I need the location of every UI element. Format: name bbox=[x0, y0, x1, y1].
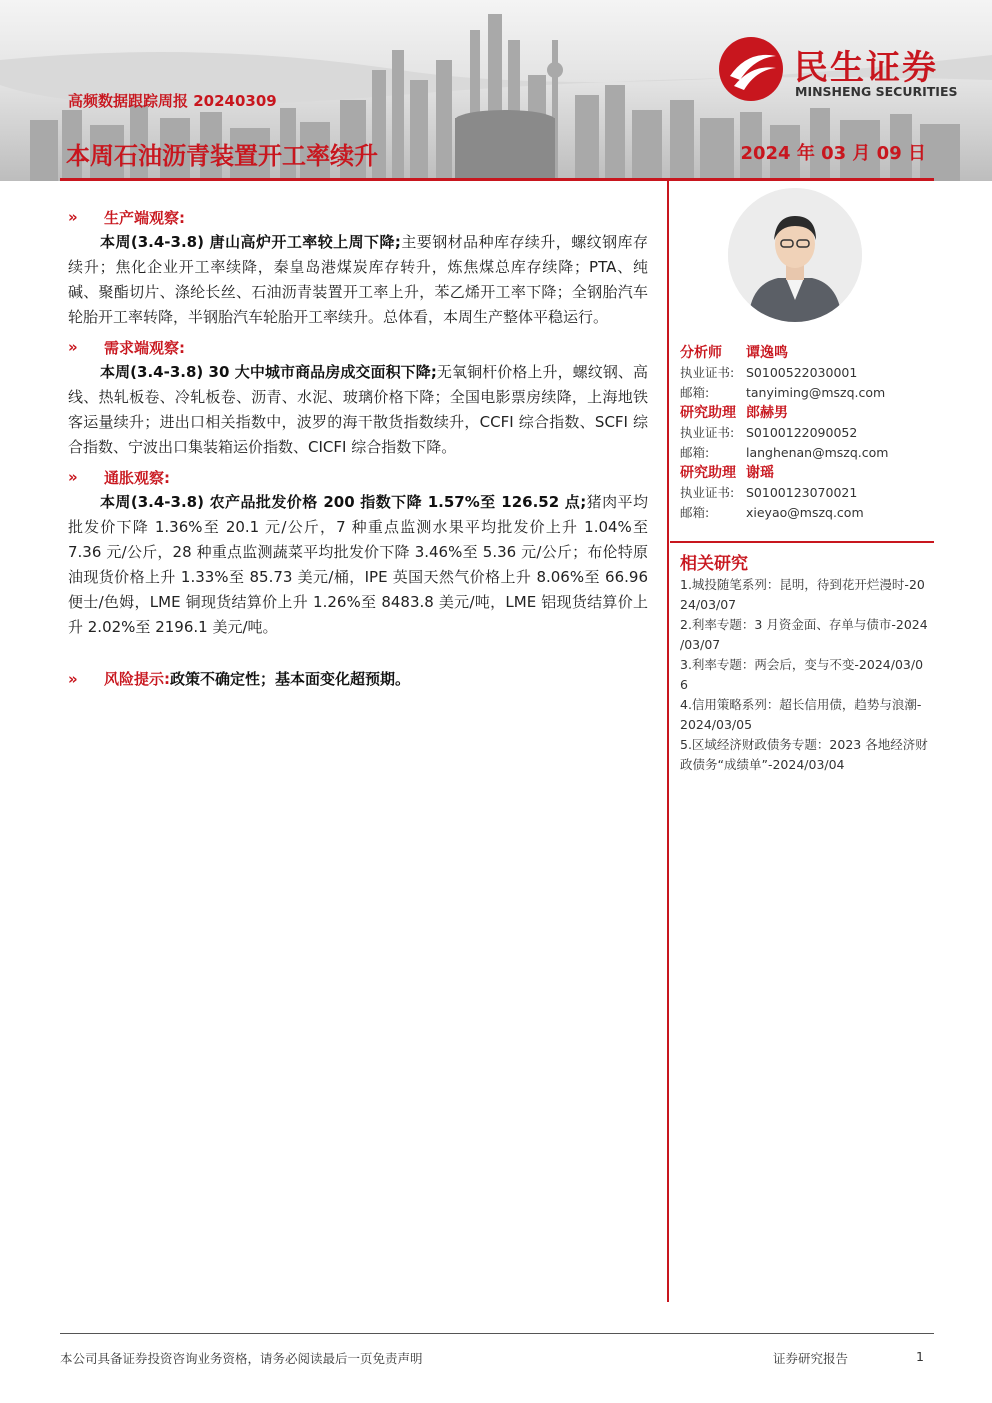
paragraph-body: 主要钢材品种库存续升，螺纹钢库存续升；焦化企业开工率续降，秦皇岛港煤炭库存转升，炼焦煤总库存续降；PTA、纯碱、聚酯切片、涤纶长丝、石油沥青装置开工率上升，苯乙烯开工率下降；全钢胎汽车轮胎开工率转降，半钢胎汽车轮胎开工率续升。总体看，本周生产整体平稳运行。 bbox=[68, 233, 648, 326]
related-item[interactable]: 24/03/07 bbox=[680, 597, 737, 612]
section-paragraph-demand bbox=[68, 360, 648, 460]
section-paragraph-production bbox=[68, 230, 648, 330]
analyst-name: 郎赫男 bbox=[746, 405, 788, 421]
report-date: 2024 年 03 月 09 日 bbox=[740, 143, 926, 164]
analyst-mail-row bbox=[680, 442, 934, 462]
paragraph-lead: 本周(3.4-3.8) 农产品批发价格 200 指数下降 1.57%至 126.52 点; bbox=[100, 493, 587, 511]
related-item[interactable]: 6 bbox=[680, 677, 688, 692]
cert-number: S0100123070021 bbox=[746, 484, 858, 500]
analyst-role-row bbox=[680, 462, 934, 482]
cert-label: 执业证书: bbox=[680, 425, 735, 440]
cert-number: S0100122090052 bbox=[746, 424, 858, 440]
chevron-right-icon: » bbox=[68, 669, 78, 688]
analyst-mail-row bbox=[680, 382, 934, 402]
analyst-photo bbox=[728, 188, 862, 322]
analyst-role: 研究助理 bbox=[680, 405, 736, 421]
report-main-title: 本周石油沥青装置开工率续升 bbox=[66, 142, 378, 170]
analyst-role: 研究助理 bbox=[680, 465, 736, 481]
footer-doc-type: 证券研究报告 bbox=[773, 1351, 849, 1366]
related-item[interactable]: 2.利率专题：3 月资金面、存单与债市-2024 bbox=[680, 617, 928, 632]
related-item[interactable]: 5.区域经济财政债务专题：2023 各地经济财 bbox=[680, 737, 928, 752]
risk-label: 风险提示: bbox=[104, 670, 170, 688]
section-heading-production bbox=[68, 204, 648, 230]
related-item[interactable]: 1.城投随笔系列：昆明，待到花开烂漫时-20 bbox=[680, 577, 925, 592]
analyst-name: 谭逸鸣 bbox=[746, 345, 788, 361]
related-item[interactable]: /03/07 bbox=[680, 637, 721, 652]
logo-chinese-name: 民生证券 bbox=[794, 48, 938, 88]
analyst-cert-row bbox=[680, 362, 934, 382]
cert-label: 执业证书: bbox=[680, 365, 735, 380]
email-link[interactable]: langhenan@mszq.com bbox=[746, 444, 889, 460]
section-paragraph-inflation bbox=[68, 490, 648, 640]
cert-label: 执业证书: bbox=[680, 485, 735, 500]
cert-number: S0100522030001 bbox=[746, 364, 858, 380]
related-research-title: 相关研究 bbox=[680, 554, 748, 574]
section-heading-inflation bbox=[68, 464, 648, 490]
email-link[interactable]: tanyiming@mszq.com bbox=[746, 384, 886, 400]
footer-divider bbox=[60, 1333, 934, 1334]
related-item[interactable]: 政债务“成绩单”-2024/03/04 bbox=[680, 757, 845, 772]
chevron-right-icon: » bbox=[68, 468, 78, 486]
section-label: 需求端观察: bbox=[104, 338, 185, 357]
mail-label: 邮箱: bbox=[680, 505, 710, 520]
logo-english-name: MINSHENG SECURITIES bbox=[795, 84, 958, 99]
analyst-cert-row bbox=[680, 482, 934, 502]
main-content bbox=[68, 202, 648, 689]
related-research-list bbox=[680, 575, 930, 775]
section-heading-demand bbox=[68, 334, 648, 360]
analyst-mail-row bbox=[680, 502, 934, 522]
chevron-right-icon: » bbox=[68, 338, 78, 356]
related-item[interactable]: 3.利率专题：两会后，变与不变-2024/03/0 bbox=[680, 657, 924, 672]
page-number: 1 bbox=[916, 1349, 924, 1364]
minsheng-logo-icon bbox=[718, 36, 784, 102]
minsheng-logo bbox=[718, 36, 968, 106]
analyst-role-row bbox=[680, 342, 934, 362]
risk-text: 政策不确定性；基本面变化超预期。 bbox=[170, 670, 411, 688]
paragraph-lead: 本周(3.4-3.8) 唐山高炉开工率较上周下降; bbox=[100, 233, 401, 251]
related-item[interactable]: 4.信用策略系列：超长信用债，趋势与浪潮- bbox=[680, 697, 922, 712]
related-divider bbox=[670, 541, 934, 543]
analyst-name: 谢瑶 bbox=[746, 465, 774, 481]
section-label: 生产端观察: bbox=[104, 208, 185, 227]
section-label: 通胀观察: bbox=[104, 468, 170, 487]
analyst-list bbox=[680, 342, 934, 522]
column-divider bbox=[667, 181, 669, 1302]
analyst-cert-row bbox=[680, 422, 934, 442]
paragraph-body: 无氧铜杆价格上升，螺纹钢、高线、热轧板卷、冷轧板卷、沥青、水泥、玻璃价格下降；全国电影票房续降，上海地铁客运量续升；进出口相关指数中，波罗的海干散货指数续升，CCFI 综合指数、SCFI 综合指数、宁波出口集装箱运价指数、CICFI 综合指数下降。 bbox=[68, 363, 648, 456]
header-banner bbox=[0, 0, 992, 181]
analyst-role: 分析师 bbox=[680, 345, 722, 361]
header-divider bbox=[60, 178, 934, 181]
report-series-title: 高频数据跟踪周报 20240309 bbox=[68, 92, 277, 110]
risk-warning bbox=[68, 668, 648, 689]
paragraph-body: 猪肉平均批发价下降 1.36%至 20.1 元/公斤，7 种重点监测水果平均批发价上升 1.04%至 7.36 元/公斤，28 种重点监测蔬菜平均批发价下降 3.46%至 5.36 元/公斤；布伦特原油现货价格上升 1.33%至 85.73 美元/桶，IPE 英国天然气价格上升 8.06%至 66.96 便士/色姆，LME 铜现货结算价上升 1.26%至 8483.8 美元/吨，LME 铝现货结算价上升 2.02%至 2196.1 美元/吨。 bbox=[68, 493, 648, 636]
footer-disclaimer: 本公司具备证券投资咨询业务资格，请务必阅读最后一页免责声明 bbox=[60, 1351, 423, 1366]
email-link[interactable]: xieyao@mszq.com bbox=[746, 504, 864, 520]
mail-label: 邮箱: bbox=[680, 445, 710, 460]
paragraph-lead: 本周(3.4-3.8) 30 大中城市商品房成交面积下降; bbox=[100, 363, 437, 381]
mail-label: 邮箱: bbox=[680, 385, 710, 400]
analyst-role-row bbox=[680, 402, 934, 422]
chevron-right-icon: » bbox=[68, 208, 78, 226]
related-item[interactable]: 2024/03/05 bbox=[680, 717, 753, 732]
